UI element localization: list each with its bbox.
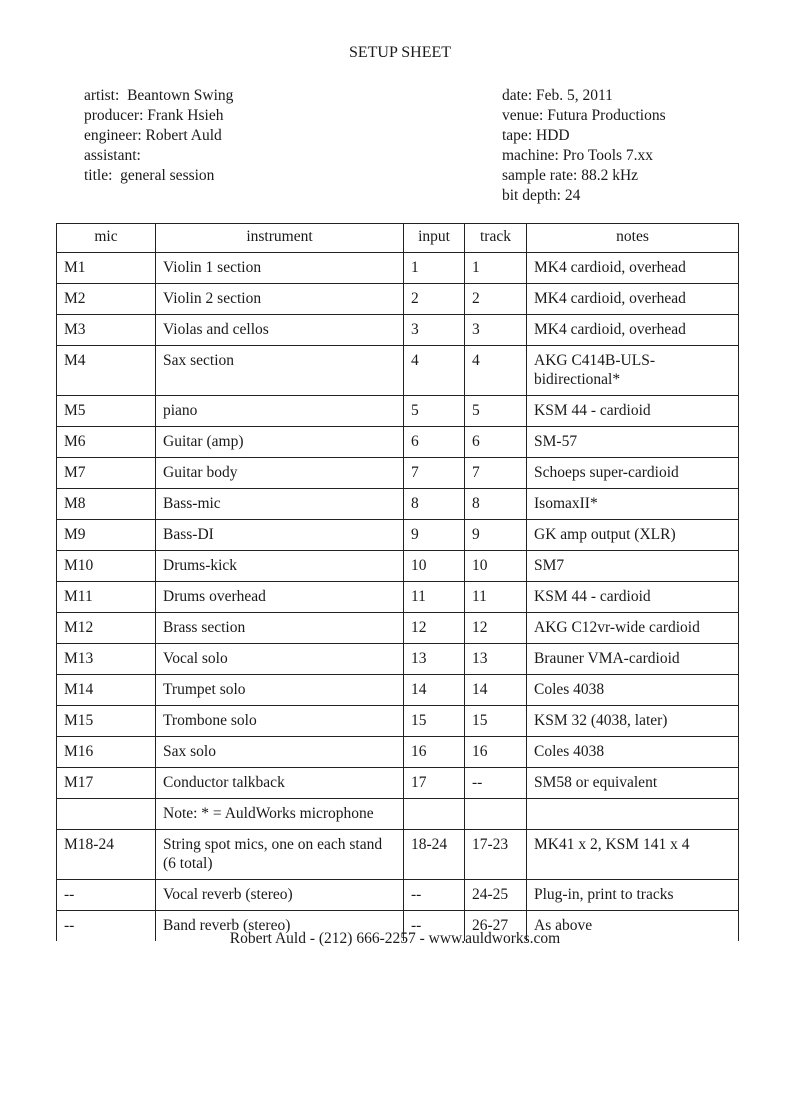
tape-line xyxy=(502,126,666,146)
cell-mic: M18-24 xyxy=(57,830,156,880)
cell-input: 2 xyxy=(404,284,465,315)
cell-track: 11 xyxy=(465,582,527,613)
cell-track: 7 xyxy=(465,458,527,489)
cell-instrument: Violin 1 section xyxy=(156,253,404,284)
cell-notes: KSM 44 - cardioid xyxy=(527,582,739,613)
artist-label: artist: xyxy=(84,87,120,104)
cell-notes: Schoeps super-cardioid xyxy=(527,458,739,489)
machine-label: machine: xyxy=(502,147,559,164)
cell-track: 26-27 xyxy=(465,911,527,942)
table-row xyxy=(57,551,739,582)
cell-notes: As above xyxy=(527,911,739,942)
venue-line xyxy=(502,106,666,126)
cell-track: 16 xyxy=(465,737,527,768)
cell-notes: KSM 44 - cardioid xyxy=(527,396,739,427)
producer-label: producer: xyxy=(84,107,144,124)
bit-depth-line xyxy=(502,186,666,206)
cell-track: 14 xyxy=(465,675,527,706)
cell-track: 3 xyxy=(465,315,527,346)
cell-input: 10 xyxy=(404,551,465,582)
cell-notes: MK4 cardioid, overhead xyxy=(527,253,739,284)
cell-input: 13 xyxy=(404,644,465,675)
cell-track: 12 xyxy=(465,613,527,644)
table-row xyxy=(57,830,739,880)
cell-notes xyxy=(527,799,739,830)
cell-mic: M4 xyxy=(57,346,156,396)
cell-instrument: Bass-mic xyxy=(156,489,404,520)
cell-instrument: Bass-DI xyxy=(156,520,404,551)
table-row xyxy=(57,489,739,520)
date-line xyxy=(502,86,666,106)
cell-input: 17 xyxy=(404,768,465,799)
cell-instrument: piano xyxy=(156,396,404,427)
cell-mic: M15 xyxy=(57,706,156,737)
cell-track: 5 xyxy=(465,396,527,427)
cell-instrument: Violas and cellos xyxy=(156,315,404,346)
cell-notes: GK amp output (XLR) xyxy=(527,520,739,551)
cell-notes: KSM 32 (4038, later) xyxy=(527,706,739,737)
cell-input: 11 xyxy=(404,582,465,613)
cell-instrument: Drums-kick xyxy=(156,551,404,582)
cell-notes: IsomaxII* xyxy=(527,489,739,520)
cell-mic xyxy=(57,799,156,830)
cell-instrument: Sax solo xyxy=(156,737,404,768)
table-row xyxy=(57,284,739,315)
cell-instrument: Note: * = AuldWorks microphone xyxy=(156,799,404,830)
artist-line xyxy=(84,86,233,106)
cell-input xyxy=(404,799,465,830)
cell-mic: M14 xyxy=(57,675,156,706)
engineer-label: engineer: xyxy=(84,127,142,144)
header-instrument: instrument xyxy=(156,224,404,253)
table-row xyxy=(57,644,739,675)
cell-track: 10 xyxy=(465,551,527,582)
tape-label: tape: xyxy=(502,127,533,144)
cell-track: 17-23 xyxy=(465,830,527,880)
cell-input: 4 xyxy=(404,346,465,396)
cell-mic: M9 xyxy=(57,520,156,551)
cell-mic: M13 xyxy=(57,644,156,675)
cell-input: -- xyxy=(404,880,465,911)
cell-track: 6 xyxy=(465,427,527,458)
cell-track: 2 xyxy=(465,284,527,315)
cell-instrument: Sax section xyxy=(156,346,404,396)
table-row xyxy=(57,799,739,830)
footer-contact: Robert Auld - (212) 666-2257 - www.auldworks.com xyxy=(229,930,561,947)
date-label: date: xyxy=(502,87,533,104)
cell-track: 9 xyxy=(465,520,527,551)
cell-input: 18-24 xyxy=(404,830,465,880)
table-row xyxy=(57,880,739,911)
sample-rate-label: sample rate: xyxy=(502,167,578,184)
engineer-value: Robert Auld xyxy=(145,127,222,144)
bit-depth-label: bit depth: xyxy=(502,187,561,204)
producer-value: Frank Hsieh xyxy=(147,107,224,124)
cell-notes: AKG C414B-ULS-bidirectional* xyxy=(527,346,739,396)
machine-line xyxy=(502,146,666,166)
table-row xyxy=(57,315,739,346)
cell-notes: AKG C12vr-wide cardioid xyxy=(527,613,739,644)
date-value: Feb. 5, 2011 xyxy=(536,87,613,104)
cell-notes: Coles 4038 xyxy=(527,675,739,706)
cell-mic: M6 xyxy=(57,427,156,458)
cell-input: 14 xyxy=(404,675,465,706)
cell-instrument: Conductor talkback xyxy=(156,768,404,799)
table-row xyxy=(57,706,739,737)
cell-mic: -- xyxy=(57,911,156,942)
cell-mic: M10 xyxy=(57,551,156,582)
header-notes: notes xyxy=(527,224,739,253)
cell-notes: SM7 xyxy=(527,551,739,582)
cell-instrument: Drums overhead xyxy=(156,582,404,613)
cell-track xyxy=(465,799,527,830)
table-row xyxy=(57,737,739,768)
cell-input: 6 xyxy=(404,427,465,458)
machine-value: Pro Tools 7.xx xyxy=(562,147,654,164)
table-row xyxy=(57,253,739,284)
cell-mic: M8 xyxy=(57,489,156,520)
cell-instrument: Violin 2 section xyxy=(156,284,404,315)
cell-mic: M2 xyxy=(57,284,156,315)
cell-instrument: Guitar body xyxy=(156,458,404,489)
assistant-label: assistant: xyxy=(84,147,141,164)
cell-input: -- xyxy=(404,911,465,942)
artist-value: Beantown Swing xyxy=(127,87,234,104)
cell-input: 9 xyxy=(404,520,465,551)
table-body xyxy=(57,253,739,942)
cell-mic: -- xyxy=(57,880,156,911)
cell-mic: M16 xyxy=(57,737,156,768)
cell-instrument: Guitar (amp) xyxy=(156,427,404,458)
cell-track: 24-25 xyxy=(465,880,527,911)
cell-mic: M3 xyxy=(57,315,156,346)
cell-instrument: Brass section xyxy=(156,613,404,644)
cell-input: 3 xyxy=(404,315,465,346)
sample-rate-line xyxy=(502,166,666,186)
cell-notes: MK4 cardioid, overhead xyxy=(527,284,739,315)
cell-instrument: Vocal solo xyxy=(156,644,404,675)
cell-input: 15 xyxy=(404,706,465,737)
table-row xyxy=(57,520,739,551)
producer-line xyxy=(84,106,233,126)
cell-mic: M12 xyxy=(57,613,156,644)
cell-track: 15 xyxy=(465,706,527,737)
cell-input: 12 xyxy=(404,613,465,644)
cell-input: 5 xyxy=(404,396,465,427)
tape-value: HDD xyxy=(536,127,570,144)
cell-input: 7 xyxy=(404,458,465,489)
cell-mic: M17 xyxy=(57,768,156,799)
cell-track: -- xyxy=(465,768,527,799)
cell-mic: M1 xyxy=(57,253,156,284)
title-line xyxy=(84,166,233,186)
venue-label: venue: xyxy=(502,107,544,124)
session-info-left xyxy=(84,86,233,186)
setup-table xyxy=(56,223,739,941)
table-header-row xyxy=(57,224,739,253)
page-title: SETUP SHEET xyxy=(348,44,452,61)
table-row xyxy=(57,346,739,396)
cell-notes: Brauner VMA-cardioid xyxy=(527,644,739,675)
cell-notes: MK41 x 2, KSM 141 x 4 xyxy=(527,830,739,880)
cell-track: 13 xyxy=(465,644,527,675)
cell-notes: MK4 cardioid, overhead xyxy=(527,315,739,346)
table-row xyxy=(57,675,739,706)
table-row xyxy=(57,582,739,613)
cell-mic: M5 xyxy=(57,396,156,427)
header-input: input xyxy=(404,224,465,253)
cell-track: 4 xyxy=(465,346,527,396)
table-row xyxy=(57,458,739,489)
session-info-right xyxy=(502,86,666,206)
engineer-line xyxy=(84,126,233,146)
cell-instrument: Trombone solo xyxy=(156,706,404,737)
cell-instrument: String spot mics, one on each stand (6 total) xyxy=(156,830,404,880)
cell-input: 1 xyxy=(404,253,465,284)
cell-input: 16 xyxy=(404,737,465,768)
cell-track: 1 xyxy=(465,253,527,284)
assistant-line xyxy=(84,146,233,166)
cell-notes: Plug-in, print to tracks xyxy=(527,880,739,911)
cell-track: 8 xyxy=(465,489,527,520)
table-row xyxy=(57,768,739,799)
cell-instrument: Vocal reverb (stereo) xyxy=(156,880,404,911)
cell-instrument: Trumpet solo xyxy=(156,675,404,706)
cell-notes: Coles 4038 xyxy=(527,737,739,768)
session-title-value: general session xyxy=(120,167,215,184)
header-track: track xyxy=(465,224,527,253)
cell-input: 8 xyxy=(404,489,465,520)
table-row xyxy=(57,427,739,458)
cell-mic: M11 xyxy=(57,582,156,613)
bit-depth-value: 24 xyxy=(564,187,581,204)
header-mic: mic xyxy=(57,224,156,253)
cell-instrument: Band reverb (stereo) xyxy=(156,911,404,942)
sample-rate-value: 88.2 kHz xyxy=(581,167,639,184)
table-row xyxy=(57,613,739,644)
session-title-label: title: xyxy=(84,167,113,184)
cell-notes: SM-57 xyxy=(527,427,739,458)
cell-mic: M7 xyxy=(57,458,156,489)
table-row xyxy=(57,396,739,427)
cell-notes: SM58 or equivalent xyxy=(527,768,739,799)
venue-value: Futura Productions xyxy=(547,107,666,124)
